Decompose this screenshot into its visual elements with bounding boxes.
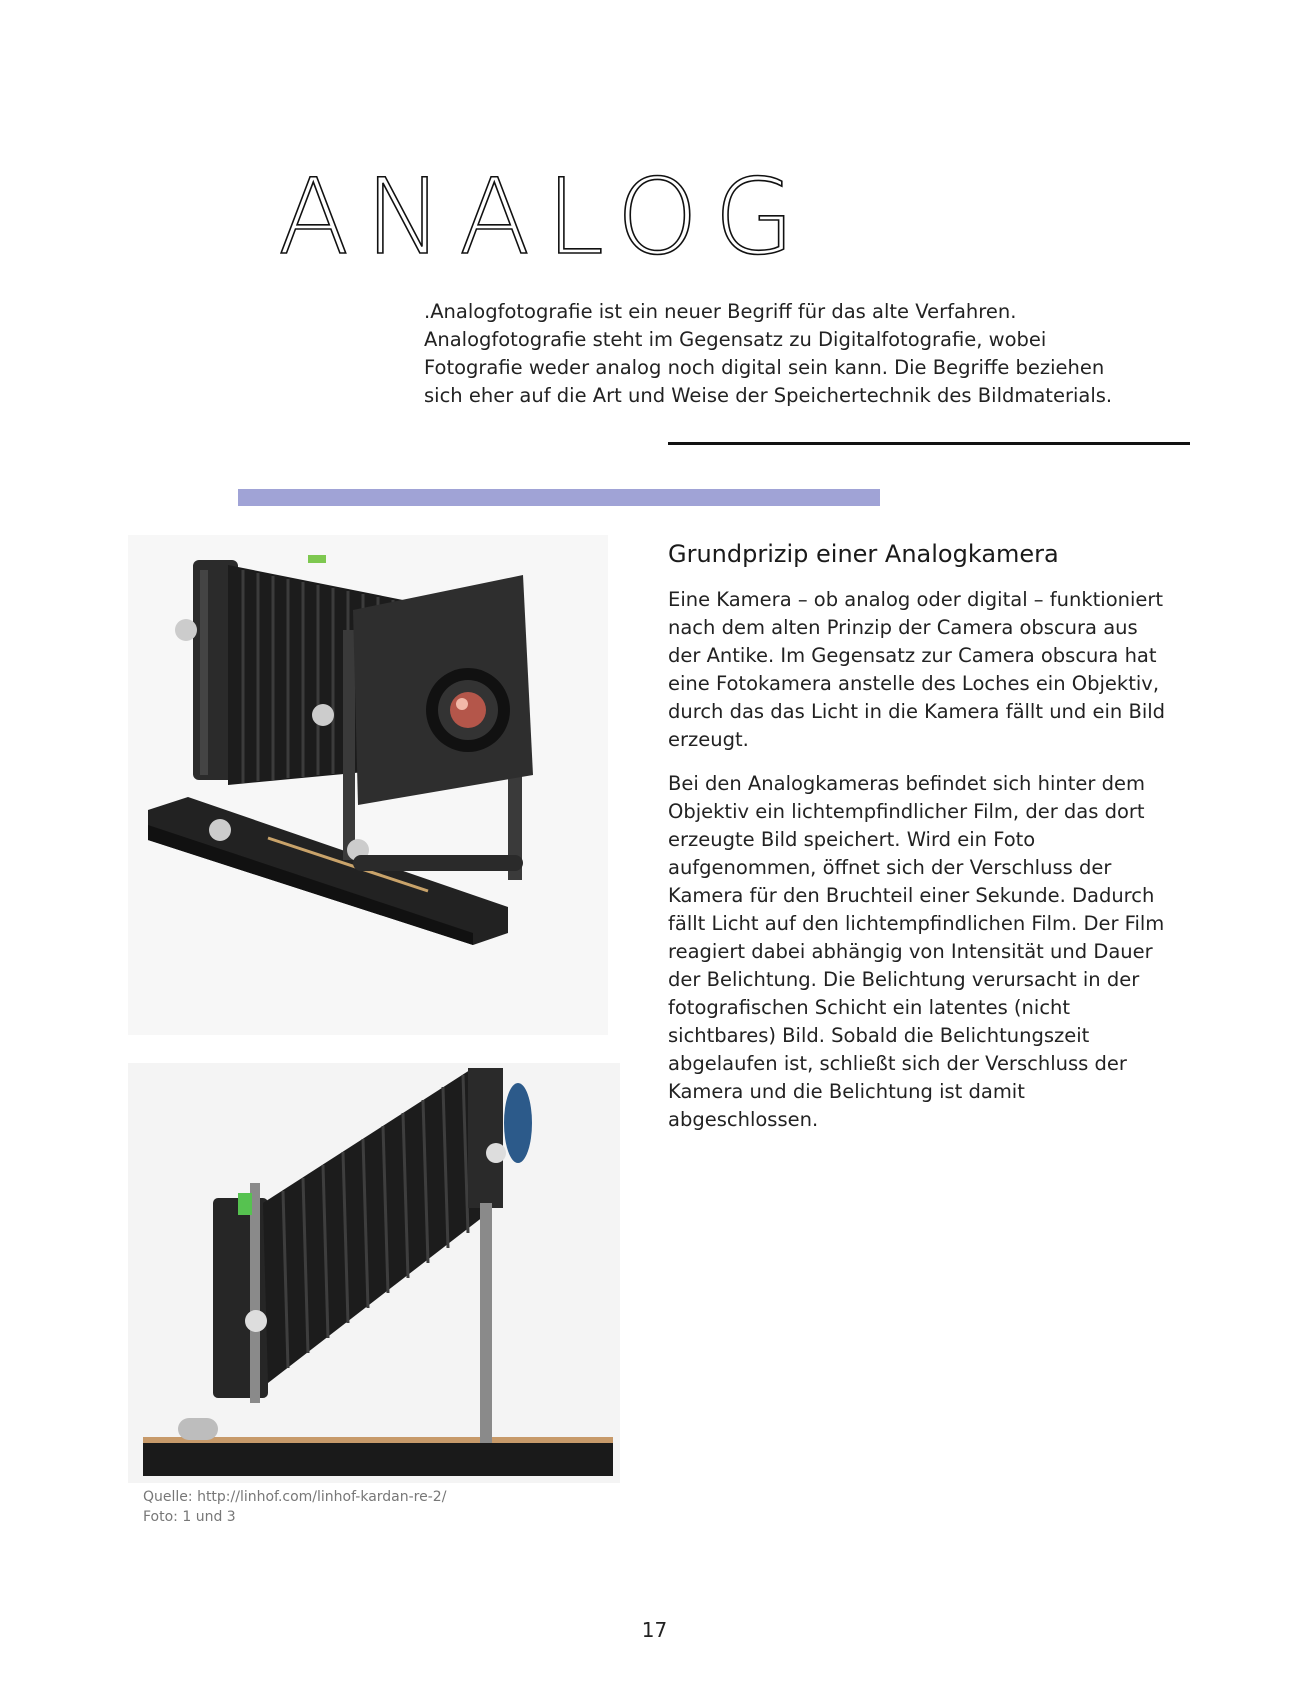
section-heading: Grundprizip einer Analogkamera — [668, 540, 1059, 568]
intro-paragraph — [424, 298, 1144, 410]
intro-line: Fotografie weder analog noch digital sein kann. Die Begriffe beziehen — [424, 356, 1105, 379]
body-paragraph: Bei den Analogkameras befindet sich hinter dem Objektiv ein lichtempfindlicher Film, der das dort erzeugte Bild speichert. Wird ein Foto aufgenommen, öffnet sich der Verschluss der Kamera für den Bruchteil einer Sekunde. Dadurch fällt Licht auf den lichtempfindlichen Film. Der Film reagiert dabei abhängig von Intensität und Dauer der Belichtung. Die Belichtung verursacht in der fotografischen Schicht ein latentes (nicht sichtbares) Bild. Sobald die Belichtungszeit abgelaufen ist, schließt sich der Verschluss der Kamera und die Belichtung ist damit abgeschlossen. — [668, 772, 1165, 1131]
camera-photo-front — [128, 535, 608, 1035]
page-number: 17 — [641, 1618, 668, 1642]
caption-photo: Foto: 1 und 3 — [143, 1509, 236, 1525]
intro-line: .Analogfotografie ist ein neuer Begriff für das alte Verfahren. — [424, 300, 1017, 323]
body-paragraph: Eine Kamera – ob analog oder digital – funktioniert nach dem alten Prinzip der Camera obscura aus der Antike. Im Gegensatz zur Camera obscura hat eine Fotokamera anstelle des Loches ein Objektiv, durch das das Licht in die Kamera fällt und ein Bild erzeugt. — [668, 588, 1166, 751]
section-body — [668, 586, 1168, 1150]
intro-line: Analogfotografie steht im Gegensatz zu Digitalfotografie, wobei — [424, 328, 1047, 351]
intro-line: sich eher auf die Art und Weise der Speichertechnik des Bildmaterials. — [424, 384, 1113, 407]
image-caption — [143, 1487, 446, 1527]
accent-bar — [238, 489, 880, 506]
page-title: ANALOG — [278, 156, 811, 278]
camera-photo-tilted — [128, 1063, 620, 1483]
divider-rule — [668, 442, 1190, 445]
caption-source: Quelle: http://linhof.com/linhof-kardan-re-2/ — [143, 1489, 447, 1505]
